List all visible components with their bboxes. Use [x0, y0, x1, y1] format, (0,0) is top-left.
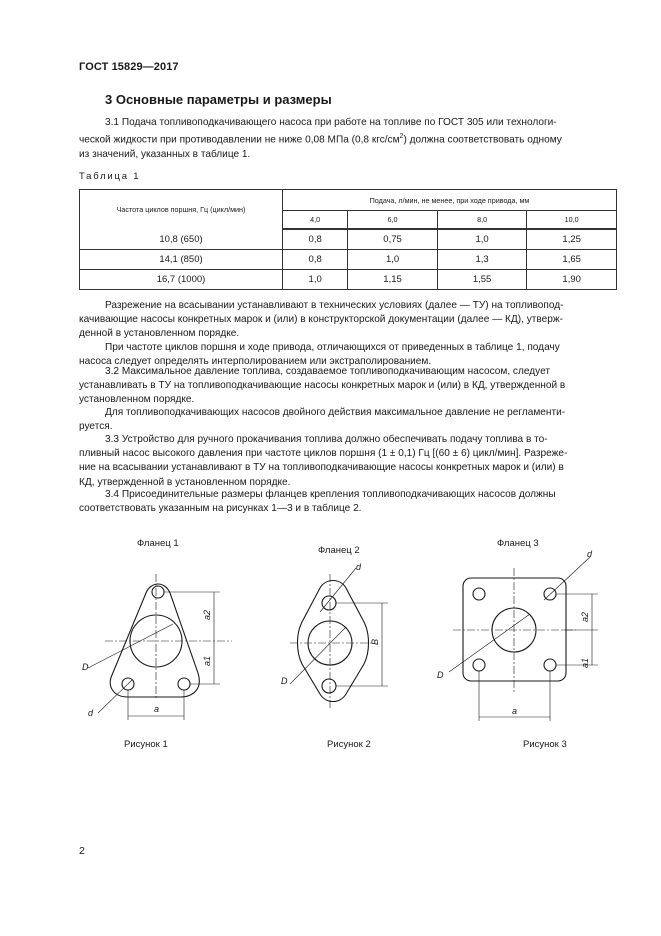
text-line: насоса следует определять интерполированием или экстраполированием. [79, 356, 432, 368]
text-line: 3.2 Максимальное давление топлива, создаваемое топливоподкачивающим насосом, следует [105, 366, 550, 377]
cell-frequency: 14,1 (850) [80, 250, 283, 270]
text-line: руется. [79, 421, 113, 433]
label-D: D [281, 676, 288, 686]
cell-value: 0,8 [283, 250, 348, 270]
table-label: Таблица 1 [79, 171, 141, 182]
flange-3-hole [473, 659, 485, 671]
text-line: качивающие насосы конкретных марок и (или) в конструкторской документации (далее — КД), утверж- [79, 314, 563, 326]
cell-value: 1,55 [437, 270, 527, 290]
document-header: ГОСТ 15829—2017 [79, 61, 179, 73]
cell-value: 1,0 [348, 250, 438, 270]
figure-2-caption: Рисунок 2 [327, 739, 371, 750]
text-line: При частоте циклов поршня и ходе привода, отличающихся от приведенных в таблице 1, подачу [105, 342, 560, 353]
header-stroke: 4,0 [283, 211, 348, 230]
text-line: устанавливать в ТУ на топливоподкачивающие насосы конкретных марок и (или) в КД, утвержденной в [79, 380, 566, 392]
flange-3-outline [463, 578, 566, 681]
label-a: a [512, 706, 518, 716]
figure-3-title: Фланец 3 [497, 538, 539, 549]
cell-frequency: 16,7 (1000) [80, 270, 283, 290]
header-stroke: 6,0 [348, 211, 438, 230]
flange-3-hole [544, 659, 556, 671]
label-B: B [370, 638, 380, 645]
figure-2-title: Фланец 2 [318, 545, 360, 556]
page-number: 2 [79, 845, 85, 857]
label-a: a [154, 704, 160, 714]
text-line: установленном порядке. [79, 394, 195, 406]
cell-value: 0,75 [348, 229, 438, 250]
figure-3-caption: Рисунок 3 [523, 739, 567, 750]
text-fragment: ческой жидкости при противодавлении не ниже 0,08 МПа (0,8 кгс/см [79, 134, 400, 146]
header-stroke: 10,0 [527, 211, 617, 230]
cell-value: 1,0 [437, 229, 527, 250]
label-d: d [356, 562, 362, 572]
cell-value: 1,65 [527, 250, 617, 270]
text-line: 3.4 Присоединительные размеры фланцев крепления топливоподкачивающих насосов должны [105, 489, 556, 500]
cell-value: 0,8 [283, 229, 348, 250]
figure-1-caption: Рисунок 1 [124, 739, 168, 750]
text-line: ние на всасывании устанавливают в ТУ на топливоподкачивающие насосы конкретных марок и (или) в [79, 462, 564, 474]
flange-3-hole [473, 588, 485, 600]
cell-value: 1,3 [437, 250, 527, 270]
cell-value: 1,15 [348, 270, 438, 290]
text-line: из значений, указанных в таблице 1. [79, 148, 251, 160]
label-a2: a2 [202, 609, 212, 620]
text-line: денной в установленном порядке. [79, 328, 240, 340]
label-D: D [437, 670, 444, 680]
label-a1: a1 [202, 655, 212, 666]
label-a1: a1 [580, 657, 590, 668]
text-line: пливный насос высокого давления при частоте циклов поршня (1 ± 0,1) Гц [(60 ± 6) цикл/мин]. Разреже- [79, 448, 568, 460]
label-D: D [82, 662, 89, 672]
header-flow: Подача, л/мин, не менее, при ходе привода, мм [283, 190, 617, 211]
text-line: КД, утвержденной в установленном порядке. [79, 476, 291, 488]
text-line: 3.3 Устройство для ручного прокачивания топлива должно обеспечивать подачу топлива в то- [105, 434, 548, 445]
section-title: 3 Основные параметры и размеры [105, 92, 332, 107]
text-line: соответствовать указанным на рисунках 1—3 и в таблице 2. [79, 503, 362, 515]
header-stroke: 8,0 [437, 211, 527, 230]
header-frequency: Частота циклов поршня, Гц (цикл/мин) [80, 190, 283, 230]
label-d: d [587, 549, 593, 559]
cell-value: 1,0 [283, 270, 348, 290]
cell-frequency: 10,8 (650) [80, 229, 283, 250]
text-line: Для топливоподкачивающих насосов двойного действия максимальное давление не регламенти- [105, 407, 566, 418]
label-a2: a2 [580, 611, 590, 622]
cell-value: 1,90 [527, 270, 617, 290]
text-line: Разрежение на всасывании устанавливают в технических условиях (далее — ТУ) на топливопод- [105, 300, 564, 311]
cell-value: 1,25 [527, 229, 617, 250]
superscript: 2 [399, 133, 404, 141]
figure-1-title: Фланец 1 [137, 538, 179, 549]
text-line: 3.1 Подача топливоподкачивающего насоса при работе на топливе по ГОСТ 305 или технологи- [105, 117, 557, 128]
label-d: d [88, 708, 94, 718]
text-fragment: ) должна соответствовать одному [403, 134, 562, 146]
